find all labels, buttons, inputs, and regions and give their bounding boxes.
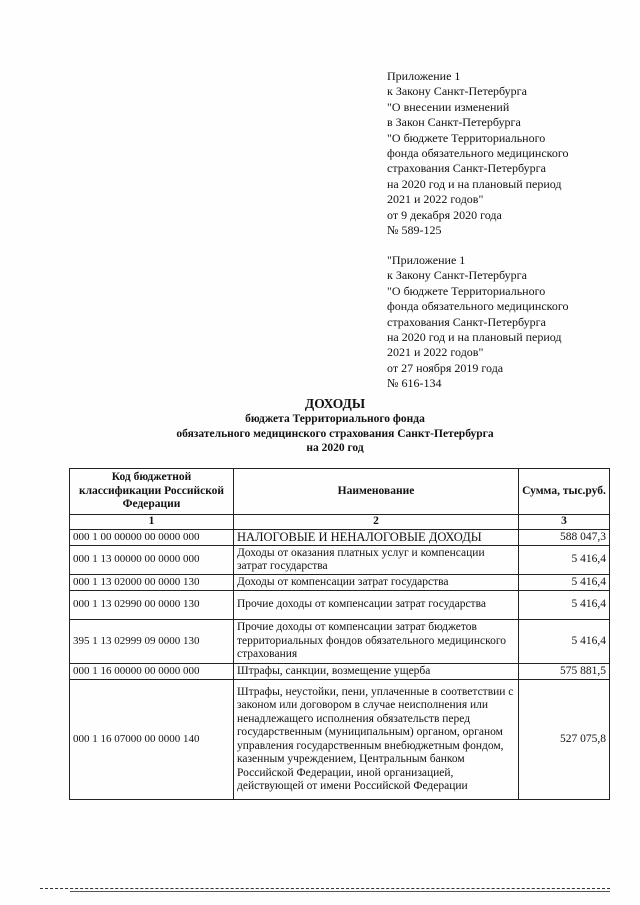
appendix-line: № 616-134 <box>387 376 442 391</box>
page-bottom-rule <box>70 891 610 892</box>
column-number: 3 <box>519 515 610 530</box>
column-number: 1 <box>70 515 234 530</box>
row-code: 000 1 13 00000 00 0000 000 <box>70 546 234 575</box>
appendix-line: на 2020 год и на плановый период <box>387 330 562 345</box>
appendix-line: Приложение 1 <box>387 69 461 83</box>
column-number-row <box>70 515 610 530</box>
table-header-row <box>70 469 610 515</box>
appendix-line: "О внесении изменений <box>387 99 510 114</box>
row-name: НАЛОГОВЫЕ И НЕНАЛОГОВЫЕ ДОХОДЫ <box>234 530 519 546</box>
table-row <box>70 575 610 591</box>
table-row <box>70 591 610 620</box>
table-row <box>70 620 610 664</box>
appendix-line: к Закону Санкт-Петербурга <box>387 268 527 283</box>
row-sum: 575 881,5 <box>519 664 610 680</box>
table-row <box>70 680 610 800</box>
revenue-table <box>69 468 610 800</box>
row-name: Прочие доходы от компенсации затрат государства <box>234 591 519 620</box>
row-code: 395 1 13 02999 09 0000 130 <box>70 620 234 664</box>
appendix-line: к Закону Санкт-Петербурга <box>387 84 527 99</box>
appendix-line: на 2020 год и на плановый период <box>387 176 562 191</box>
row-sum: 5 416,4 <box>519 591 610 620</box>
appendix-line: 2021 и 2022 годов" <box>387 345 484 360</box>
header-code: Код бюджетной классификации Российской Федерации <box>70 469 234 515</box>
row-sum: 588 047,3 <box>519 530 610 546</box>
row-sum: 5 416,4 <box>519 546 610 575</box>
appendix-line: страхования Санкт-Петербурга <box>387 161 546 176</box>
row-sum: 527 075,8 <box>519 680 610 800</box>
table-row <box>70 664 610 680</box>
appendix-line: страхования Санкт-Петербурга <box>387 314 546 329</box>
table-row <box>70 546 610 575</box>
title-line: на 2020 год <box>306 442 364 454</box>
page-bottom-rule <box>40 888 610 889</box>
row-name: Доходы от оказания платных услуг и компенсации затрат государства <box>234 546 519 575</box>
row-code: 000 1 13 02000 00 0000 130 <box>70 575 234 591</box>
header-sum: Сумма, тыс.руб. <box>519 469 610 515</box>
row-code: 000 1 16 07000 00 0000 140 <box>70 680 234 800</box>
appendix-original-header <box>387 253 569 392</box>
column-number: 2 <box>234 515 519 530</box>
row-name: Штрафы, неустойки, пени, уплаченные в соответствии с законом или договором в случае неисполнения или ненадлежащего исполнения обязательств перед государственным (муниципальным) органом, органом управления государственным внебюджетным фондом, казенным учреждением, Центральным банком Российской Федерации, иной организацией, действующей от имени Российской Федерации <box>234 680 519 800</box>
appendix-line: от 9 декабря 2020 года <box>387 207 502 222</box>
appendix-line: в Закон Санкт-Петербурга <box>387 115 521 130</box>
row-code: 000 1 16 00000 00 0000 000 <box>70 664 234 680</box>
appendix-line: "О бюджете Территориального <box>387 130 546 145</box>
title-main: ДОХОДЫ <box>304 396 366 411</box>
row-code: 000 1 00 00000 00 0000 000 <box>70 530 234 546</box>
document-title <box>100 396 570 456</box>
row-name: Прочие доходы от компенсации затрат бюджетов территориальных фондов обязательного медицинского страхования <box>234 620 519 664</box>
title-line: обязательного медицинского страхования Санкт-Петербурга <box>176 427 494 440</box>
appendix-line: 2021 и 2022 годов" <box>387 192 484 207</box>
row-sum: 5 416,4 <box>519 575 610 591</box>
appendix-line: "О бюджете Территориального <box>387 283 546 298</box>
header-name: Наименование <box>234 469 519 515</box>
appendix-line: от 27 ноября 2019 года <box>387 360 504 375</box>
title-line: бюджета Территориального фонда <box>245 413 425 425</box>
appendix-line: фонда обязательного медицинского <box>387 299 569 314</box>
row-name: Доходы от компенсации затрат государства <box>234 575 519 591</box>
appendix-line: № 589-125 <box>387 223 442 238</box>
row-code: 000 1 13 02990 00 0000 130 <box>70 591 234 620</box>
row-sum: 5 416,4 <box>519 620 610 664</box>
row-name: Штрафы, санкции, возмещение ущерба <box>234 664 519 680</box>
appendix-line: "Приложение 1 <box>387 253 466 267</box>
appendix-amendment-header <box>387 69 569 238</box>
appendix-line: фонда обязательного медицинского <box>387 146 569 161</box>
table-row <box>70 530 610 546</box>
